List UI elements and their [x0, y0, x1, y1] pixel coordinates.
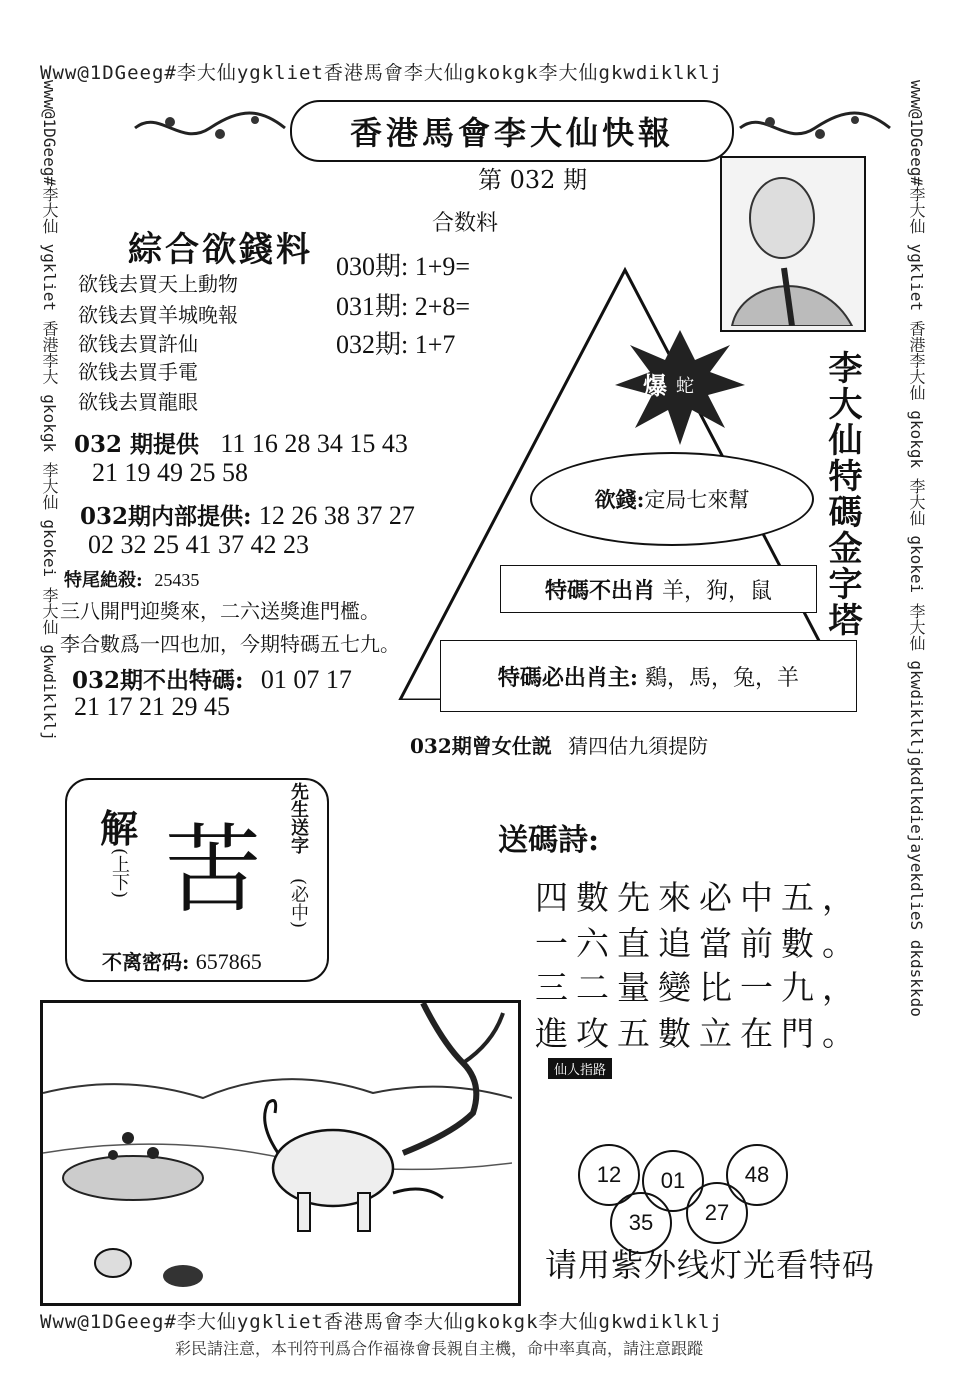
number-ball: 48 — [726, 1144, 788, 1206]
provide-numbers-2: 21 19 49 25 58 — [92, 458, 248, 487]
left-floral-ornament-icon — [130, 108, 290, 148]
notout-numbers-2: 21 17 21 29 45 — [74, 692, 230, 721]
verse-1: 三八開門迎獎來，二六送獎進門檻。 — [60, 599, 380, 623]
not-out-text: 羊，狗，鼠 — [662, 578, 773, 604]
buy-item: 欲钱去買羊城晚報 — [78, 303, 238, 327]
banner-title: 香港馬會李大仙快報 — [290, 100, 734, 162]
buy-item: 欲钱去買天上動物 — [78, 272, 238, 296]
hesuliao-line: 030期: 1+9= — [336, 252, 471, 281]
buy-item: 欲钱去買許仙 — [78, 332, 198, 356]
hesuliao-line: 032期: 1+7 — [336, 330, 456, 359]
uv-instruction: 请用紫外线灯光看特码 — [545, 1246, 876, 1284]
code-value: 657865 — [195, 949, 262, 974]
big-char: 苦 — [165, 814, 261, 926]
notout-numbers-1: 01 07 17 — [260, 665, 352, 694]
zonghe-title: 綜合欲錢料 — [128, 230, 313, 270]
watermark-right: www@1DGeeg#李大仙 ygkliet 香港李大仙 gkokgk 李大仙 gkokei 李大仙 gkwdiklkljgkdlkdiejayekdlieS dkdskkdo — [907, 80, 926, 1017]
issue-number: 第 032 期 — [478, 166, 588, 194]
code-label: 不离密码: — [102, 950, 190, 974]
poem-line: 一六直追當前數。 — [535, 924, 863, 963]
hesuliao-line: 031期: 2+8= — [336, 292, 471, 321]
number-ball: 35 — [610, 1192, 672, 1254]
tewei-label: 特尾絶殺: — [64, 570, 143, 591]
poem-tag: 仙人指路 — [548, 1058, 612, 1079]
number-ball: 27 — [686, 1182, 748, 1244]
internal-numbers-1: 12 26 38 37 27 — [258, 501, 415, 530]
zeng-text: 猜四估九須提防 — [568, 734, 709, 758]
internal-label: 032期内部提供: — [80, 503, 252, 530]
footer-notice: 彩民請注意，本刊符刊爲合作福祿會長親自主機，命中率真高，請注意跟蹤 — [175, 1339, 704, 1358]
buy-item: 欲钱去買手電 — [78, 360, 198, 384]
provide-numbers-1: 11 16 28 34 15 43 — [220, 429, 408, 458]
code-row — [102, 946, 262, 975]
jie-char: 解 — [100, 806, 139, 851]
zeng-line — [410, 730, 708, 759]
number-ball: 12 — [578, 1144, 640, 1206]
side-note: (必中) — [288, 878, 309, 929]
must-out-box — [440, 640, 857, 712]
poem-line: 進攻五數立在門。 — [535, 1014, 863, 1053]
pyramid-vertical-title: 李大仙特碼金字塔 — [822, 350, 862, 638]
poem-line: 四數先來必中五， — [535, 878, 863, 917]
ellipse-label: 欲錢: — [594, 487, 645, 512]
elephant-illustration — [40, 1000, 521, 1306]
provide-label: 032 期提供 — [74, 431, 200, 458]
hesuliao-title: 合数料 — [432, 211, 499, 236]
poem-title: 送碼詩: — [498, 823, 600, 858]
notout-row — [72, 662, 352, 695]
not-out-box — [500, 565, 817, 613]
must-out-text: 鷄，馬，兔，羊 — [645, 665, 800, 691]
internal-numbers-2: 02 32 25 41 37 42 23 — [88, 530, 309, 559]
burst-text: 蛇 — [676, 376, 694, 397]
verse-2: 李合數爲一四也加，今期特碼五七九。 — [60, 632, 400, 656]
tewei-value: 25435 — [154, 570, 200, 590]
watermark-bottom: Www@1DGeeg#李大仙ygkliet香港馬會李大仙gkokgk李大仙gkwdiklklj — [40, 1311, 723, 1333]
side-label: 先生送字 — [288, 782, 309, 854]
internal-row — [80, 498, 415, 531]
must-out-label: 特碼必出肖主: — [497, 664, 639, 691]
ellipse-text: 定局七來幫 — [644, 488, 750, 512]
notout-label: 032期不出特碼: — [72, 667, 244, 694]
number-ball: 01 — [642, 1150, 704, 1212]
tewei-row — [64, 566, 199, 592]
not-out-label: 特碼不出肖 — [544, 577, 655, 604]
burst-char: 爆 — [643, 371, 667, 400]
watermark-left: www@1DGeeg#李大仙 ygkliet 香港李大 gkokgk 李大仙 gkokei 李大仙 gkwdiklklj — [40, 80, 59, 741]
poem-line: 三二量變比一九， — [535, 968, 863, 1007]
zeng-label: 032期曾女仕説 — [410, 734, 552, 758]
buy-item: 欲钱去買龍眼 — [78, 390, 198, 414]
pyramid-ellipse — [530, 452, 814, 546]
right-floral-ornament-icon — [735, 108, 895, 148]
watermark-top: Www@1DGeeg#李大仙ygkliet香港馬會李大仙gkokgk李大仙gkwdiklklj — [40, 62, 723, 84]
provide-row — [74, 426, 408, 459]
jie-note: (上下) — [109, 848, 130, 899]
